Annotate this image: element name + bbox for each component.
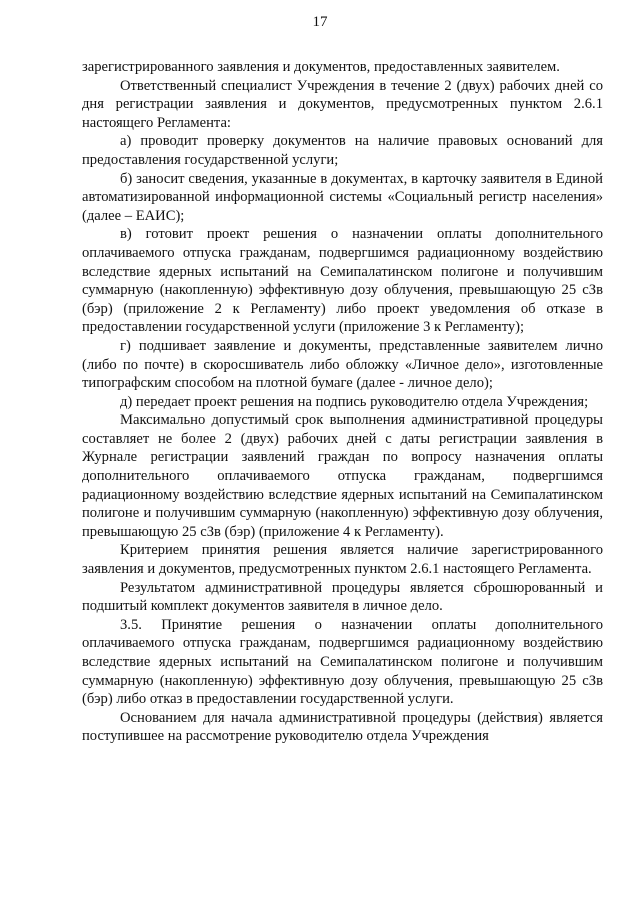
page-number: 17 — [312, 14, 328, 30]
paragraph-item-b: б) заносит сведения, указанные в документах, в карточку заявителя в Единой автоматизированной информационной системы «Социальный регистр населения» (далее – ЕАИС); — [82, 170, 603, 224]
paragraph-item-v: в) готовит проект решения о назначении оплаты дополнительного оплачиваемого отпуска гражданам, подвергшимся радиационному воздействию вследствие ядерных испытаний на Семипалатинском полигоне и получившим суммарную (накопленную) эффективную дозу облучения, превышающую 25 сЗв (бэр) (приложение 2 к Регламенту) либо проект уведомления об отказе в предоставлении государственной услуги (приложение 3 к Регламенту); — [82, 226, 603, 336]
paragraph-specialist-duties: Ответственный специалист Учреждения в течение 2 (двух) рабочих дней со дня регистрации заявления и документов, предусмотренных пунктом 2.6.1 настоящего Регламента: — [82, 77, 603, 131]
paragraph-continuation: зарегистрированного заявления и документов, предоставленных заявителем. — [82, 59, 560, 75]
paragraph-result: Результатом административной процедуры является сброшюрованный и подшитый комплект документов заявителя в личное дело. — [82, 579, 603, 615]
document-body — [82, 58, 603, 746]
paragraph-item-g: г) подшивает заявление и документы, представленные заявителем лично (либо по почте) в скоросшиватель либо обложку «Личное дело», изготовленные типографским способом на плотной бумаге (далее - личное дело); — [82, 337, 603, 392]
paragraph-item-d: д) передает проект решения на подпись руководителю отдела Учреждения; — [120, 393, 589, 410]
paragraph-criterion: Критерием принятия решения является наличие зарегистрированного заявления и документов, предусмотренных пунктом 2.6.1 настоящего Регламента. — [82, 542, 603, 578]
paragraph-item-a: а) проводит проверку документов на наличие правовых оснований для предоставления государственной услуги; — [82, 133, 603, 168]
paragraph-basis: Основанием для начала административной процедуры (действия) является поступившее на рассмотрение руководителю отдела Учреждения — [82, 709, 603, 745]
paragraph-section-3-5: 3.5. Принятие решения о назначении оплаты дополнительного оплачиваемого отпуска гражданам, подвергшимся радиационному воздействию вследствие ядерных испытаний на Семипалатинском полигоне и получившим суммарную (накопленную) эффективную дозу облучения, превышающую 25 сЗв (бэр) либо отказ в предоставлении государственной услуги. — [82, 616, 603, 708]
paragraph-max-term: Максимально допустимый срок выполнения административной процедуры составляет не более 2 (двух) рабочих дней с даты регистрации заявления в Журнале регистрации заявлений граждан по вопросу назначения оплаты дополнительного оплачиваемого отпуска гражданам, подвергшимся радиационному воздействию вследствие ядерных испытаний на Семипалатинском полигоне и получившим суммарную (накопленную) эффективную дозу облучения, превышающую 25 сЗв (бэр) (приложение 4 к Регламенту). — [82, 412, 603, 540]
